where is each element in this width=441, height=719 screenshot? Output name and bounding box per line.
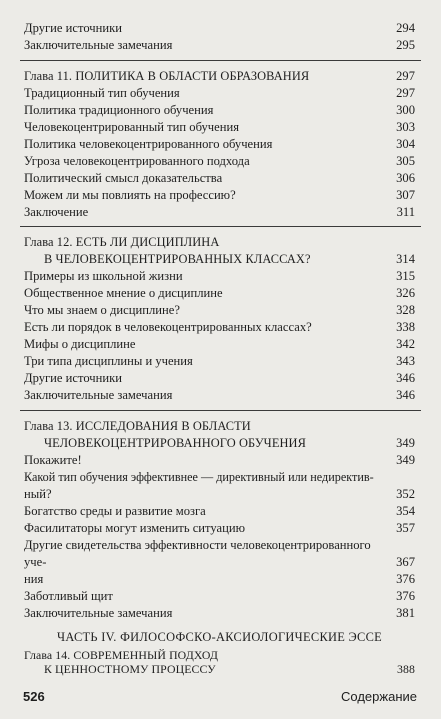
- entry-page: 305: [396, 154, 415, 168]
- toc-entry[interactable]: [24, 20, 415, 37]
- toc-entry[interactable]: [24, 452, 415, 469]
- entry-page: 303: [396, 120, 415, 134]
- entry-title: Заключительные замечания: [24, 606, 173, 620]
- chapter-heading-cont[interactable]: [44, 435, 415, 452]
- toc-entry-cont[interactable]: [24, 486, 415, 503]
- entry-title: Фасилитаторы могут изменить ситуацию: [24, 521, 245, 535]
- toc-entry-cont[interactable]: [24, 571, 415, 588]
- chapter-title-cont: ЧЕЛОВЕКОЦЕНТРИРОВАННОГО ОБУЧЕНИЯ: [44, 436, 306, 450]
- entry-title: Заключительные замечания: [24, 388, 173, 402]
- part-heading[interactable]: [24, 630, 415, 645]
- entry-page: 338: [396, 320, 415, 334]
- toc-entry[interactable]: [24, 370, 415, 387]
- chapter-heading[interactable]: [24, 418, 415, 435]
- toc-entry[interactable]: [24, 119, 415, 136]
- toc-entry[interactable]: [24, 302, 415, 319]
- toc-entry[interactable]: [24, 503, 415, 520]
- toc-entry-multiline[interactable]: [24, 537, 415, 554]
- toc-entry-multiline[interactable]: [24, 469, 415, 486]
- chapter-title-cont: В ЧЕЛОВЕКОЦЕНТРИРОВАННЫХ КЛАССАХ?: [44, 252, 311, 266]
- entry-title: Мифы о дисциплине: [24, 337, 136, 351]
- toc-entry-cont[interactable]: [24, 554, 415, 571]
- chapter-page: 297: [396, 69, 415, 83]
- toc-entry[interactable]: [24, 153, 415, 170]
- chapter-page: 388: [397, 662, 415, 676]
- entry-page: 352: [396, 487, 415, 501]
- chapter-page: 349: [396, 436, 415, 450]
- toc-entry[interactable]: [24, 605, 415, 622]
- toc-entry[interactable]: [24, 102, 415, 119]
- chapter-title-cont: К ЦЕННОСТНОМУ ПРОЦЕССУ: [44, 662, 216, 676]
- entry-title-cont: уче-: [24, 555, 47, 569]
- entry-page: 346: [396, 371, 415, 385]
- toc-entry[interactable]: [24, 268, 415, 285]
- part-title: ЧАСТЬ IV. ФИЛОСОФСКО-АКСИОЛОГИЧЕСКИЕ ЭССЕ: [56, 630, 383, 644]
- divider: [20, 226, 421, 227]
- entry-title: Угроза человекоцентрированного подхода: [24, 154, 250, 168]
- entry-title: Общественное мнение о дисциплине: [24, 286, 223, 300]
- entry-page: 294: [396, 21, 415, 35]
- entry-title: Три типа дисциплины и учения: [24, 354, 193, 368]
- toc-entry[interactable]: [24, 520, 415, 537]
- entry-title: Политика человекоцентрированного обучения: [24, 137, 273, 151]
- toc-entry[interactable]: [24, 319, 415, 336]
- entry-page: 376: [396, 589, 415, 603]
- entry-page: 342: [396, 337, 415, 351]
- entry-page: 376: [396, 572, 415, 586]
- toc-entry[interactable]: [24, 588, 415, 605]
- entry-page: 315: [396, 269, 415, 283]
- entry-page: 357: [396, 521, 415, 535]
- toc-entry[interactable]: [24, 85, 415, 102]
- page-number: 526: [23, 689, 45, 704]
- entry-title-cont: ный?: [24, 487, 52, 501]
- entry-page: 328: [396, 303, 415, 317]
- chapter-heading[interactable]: [24, 648, 415, 662]
- entry-title: Покажите!: [24, 453, 82, 467]
- toc-entry[interactable]: [24, 336, 415, 353]
- divider: [20, 60, 421, 61]
- chapter-heading-cont[interactable]: [44, 251, 415, 268]
- entry-page: 300: [396, 103, 415, 117]
- chapter-title: Глава 12. ЕСТЬ ЛИ ДИСЦИПЛИНА: [24, 235, 220, 249]
- toc-entry[interactable]: [24, 387, 415, 404]
- entry-title: Есть ли порядок в человекоцентрированных классах?: [24, 320, 312, 334]
- entry-title: Какой тип обучения эффективнее — директивный или недиректив-: [24, 470, 374, 484]
- entry-page: 306: [396, 171, 415, 185]
- chapter-page: 314: [396, 252, 415, 266]
- entry-title: Другие источники: [24, 371, 122, 385]
- toc-entry[interactable]: [24, 187, 415, 204]
- entry-page: 354: [396, 504, 415, 518]
- entry-title: Другие источники: [24, 21, 122, 35]
- entry-title: Традиционный тип обучения: [24, 86, 180, 100]
- entry-title: Примеры из школьной жизни: [24, 269, 183, 283]
- entry-title: Политический смысл доказательства: [24, 171, 223, 185]
- entry-title: Что мы знаем о дисциплине?: [24, 303, 180, 317]
- page-footer: [20, 689, 417, 707]
- entry-title-cont: ния: [24, 572, 44, 586]
- entry-title: Богатство среды и развитие мозга: [24, 504, 206, 518]
- entry-page: 343: [396, 354, 415, 368]
- entry-title: Заключение: [24, 205, 89, 219]
- entry-page: 304: [396, 137, 415, 151]
- entry-title: Заключительные замечания: [24, 38, 173, 52]
- toc-entry[interactable]: [24, 136, 415, 153]
- entry-page: 367: [396, 555, 415, 569]
- chapter-title: Глава 13. ИССЛЕДОВАНИЯ В ОБЛАСТИ: [24, 419, 251, 433]
- entry-page: 326: [396, 286, 415, 300]
- chapter-heading-cont[interactable]: [44, 662, 415, 676]
- entry-page: 349: [396, 453, 415, 467]
- entry-title: Политика традиционного обучения: [24, 103, 214, 117]
- chapter-heading[interactable]: [24, 234, 415, 251]
- entry-title: Другие свидетельства эффективности человекоцентрированного: [24, 538, 371, 552]
- section-name: Содержание: [341, 689, 417, 704]
- toc-entry[interactable]: [24, 37, 415, 54]
- entry-page: 381: [396, 606, 415, 620]
- entry-title: Человекоцентрированный тип обучения: [24, 120, 239, 134]
- chapter-heading[interactable]: [24, 68, 415, 85]
- entry-page: 297: [396, 86, 415, 100]
- toc-entry[interactable]: [24, 285, 415, 302]
- toc-entry[interactable]: [24, 170, 415, 187]
- entry-page: 346: [396, 388, 415, 402]
- entry-title: Заботливый щит: [24, 589, 113, 603]
- toc-entry[interactable]: [24, 353, 415, 370]
- entry-page: 311: [396, 205, 415, 219]
- toc-entry[interactable]: [24, 204, 415, 221]
- entry-title: Можем ли мы повлиять на профессию?: [24, 188, 236, 202]
- entry-page: 307: [396, 188, 415, 202]
- entry-page: 295: [396, 38, 415, 52]
- divider: [20, 410, 421, 411]
- chapter-title: Глава 11. ПОЛИТИКА В ОБЛАСТИ ОБРАЗОВАНИЯ: [24, 69, 310, 83]
- chapter-title: Глава 14. СОВРЕМЕННЫЙ ПОДХОД: [24, 648, 219, 662]
